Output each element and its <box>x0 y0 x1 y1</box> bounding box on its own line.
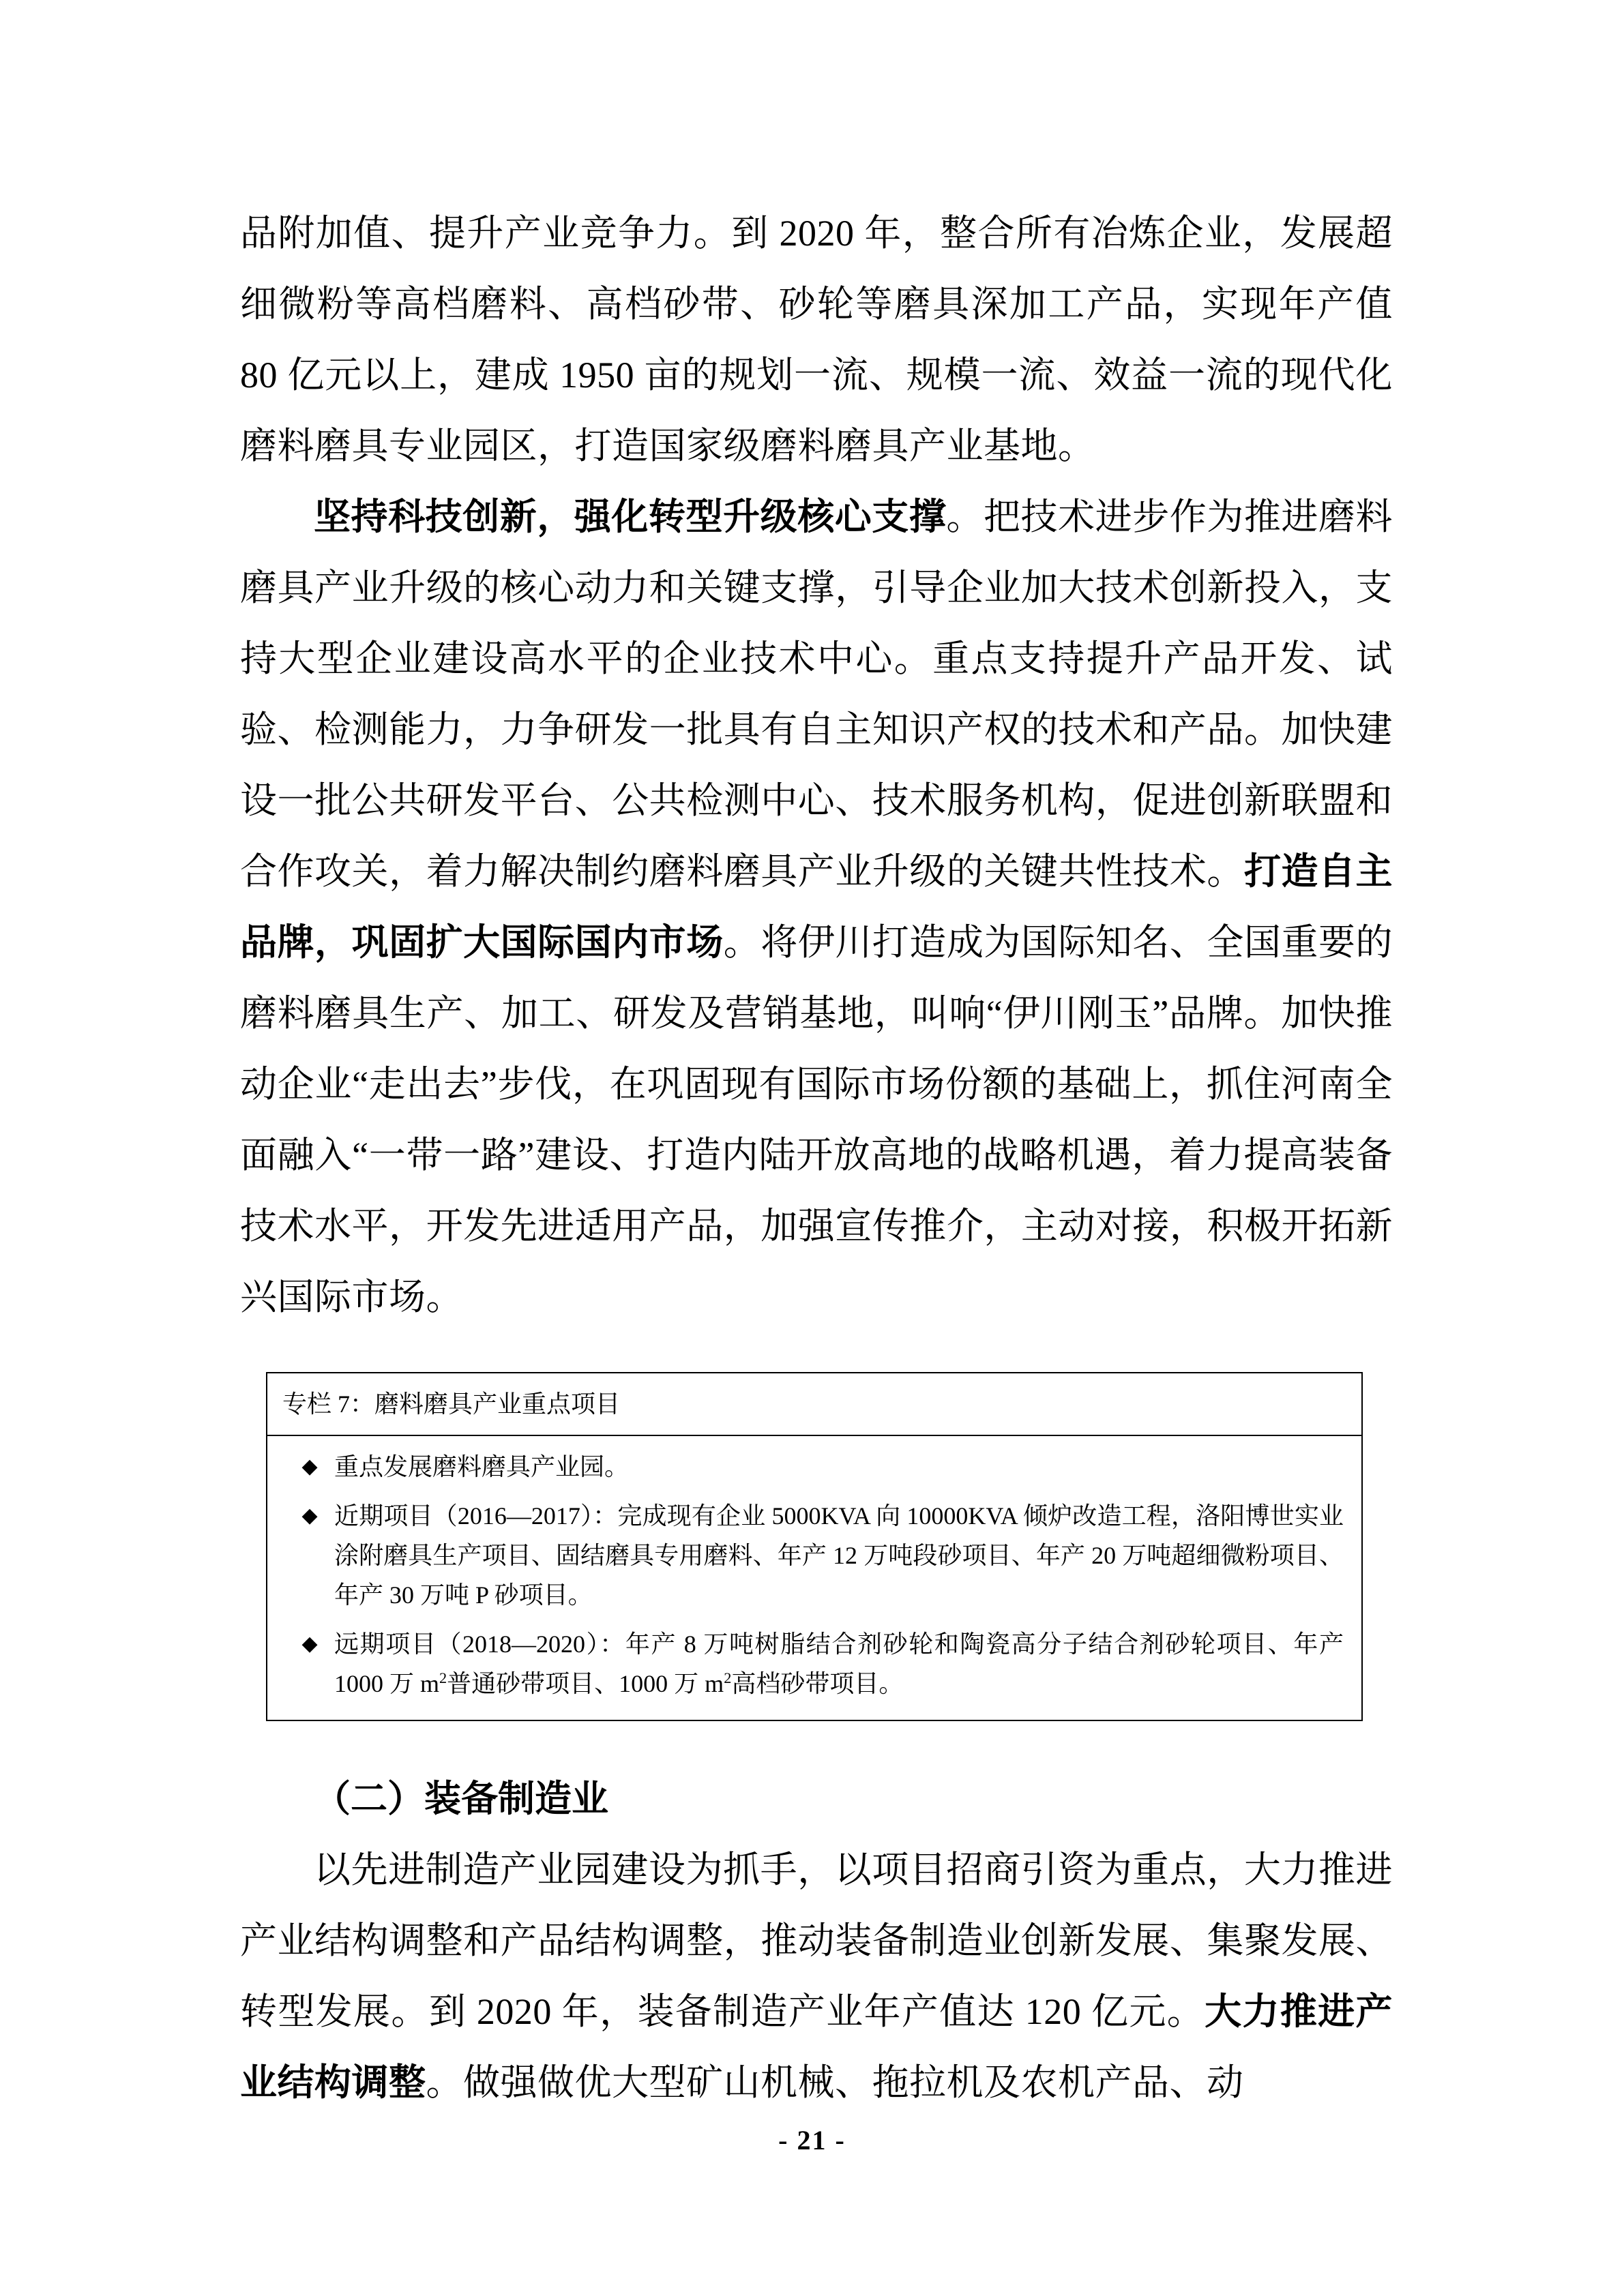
feature-box-item <box>285 1624 1344 1703</box>
text-run: 近期项目（2016—2017）：完成现有企业 5000KVA 向 10000KVA 倾炉改造工程，洛阳博世实业涂附磨具生产项目、固结磨具专用磨料、年产 12 万吨段砂项目、年产 20 万吨超细微粉项目、年产 30 万吨 P 砂项目。 <box>334 1502 1344 1609</box>
text-run: 。做强做优大型矿山机械、拖拉机及农机产品、动 <box>426 2062 1244 2103</box>
diamond-bullet-icon: ◆ <box>301 1632 318 1655</box>
feature-box-item <box>285 1447 1344 1487</box>
text-run: 。将伊川打造成为国际知名、全国重要的磨料磨具生产、加工、研发及营销基地，叫响“伊川刚玉”品牌。加快推动企业“走出去”步伐，在巩固现有国际市场份额的基础上，抓住河南全面融入“一带一路”建设、打造内陆开放高地的战略机遇，着力提高装备技术水平，开发先进适用产品，加强宣传推介，主动对接，积极开拓新兴国际市场。 <box>240 922 1393 1317</box>
feature-box-7 <box>266 1372 1363 1721</box>
text-run: 远期项目（2018—2020）：年产 8 万吨树脂结合剂砂轮和陶瓷高分子结合剂砂轮项目、年产 1000 万 m <box>334 1630 1344 1697</box>
feature-box-title: 专栏 7：磨料磨具产业重点项目 <box>267 1373 1361 1436</box>
text-run: 重点发展磨料磨具产业园。 <box>334 1453 630 1480</box>
text-run: 以先进制造产业园建设为抓手，以项目招商引资为重点，大力推进产业结构调整和产品结构调整，推动装备制造业创新发展、集聚发展、转型发展。到 2020 年，装备制造产业年产值达 120 亿元。 <box>240 1849 1393 2032</box>
feature-box-item-text <box>334 1496 1344 1615</box>
bold-run: 打造自主品牌，巩固扩大国际国内市场 <box>240 851 1393 963</box>
text-run: 。把技术进步作为推进磨料磨具产业升级的核心动力和关键支撑，引导企业加大技术创新投入，支持大型企业建设高水平的企业技术中心。重点支持提升产品开发、试验、检测能力，力争研发一批具有自主知识产权的技术和产品。加快建设一批公共研发平台、公共检测中心、技术服务机构，促进创新联盟和合作攻关，着力解决制约磨料磨具产业升级的关键共性技术。 <box>240 496 1393 892</box>
text-run: 高档砂带项目。 <box>731 1670 904 1697</box>
page-number: - 21 - <box>778 2125 846 2156</box>
paragraph-3 <box>240 1834 1393 2118</box>
bold-run: 大力推进产业结构调整 <box>240 1991 1393 2103</box>
diamond-bullet-icon: ◆ <box>301 1455 318 1478</box>
text-run: 品附加值、提升产业竞争力。到 2020 年，整合所有冶炼企业，发展超细微粉等高档磨料、高档砂带、砂轮等磨具深加工产品，实现年产值 80 亿元以上，建成 1950 亩的规划一流、规模一流、效益一流的现代化磨料磨具专业园区，打造国家级磨料磨具产业基地。 <box>240 213 1393 466</box>
section-heading: （二）装备制造业 <box>314 1778 608 1819</box>
feature-box-item <box>285 1496 1344 1615</box>
feature-box-body <box>267 1436 1361 1720</box>
bold-run: 坚持科技创新，强化转型升级核心支撑 <box>314 496 947 537</box>
page-content <box>240 198 1393 2118</box>
paragraph-1 <box>240 198 1393 481</box>
superscript: 2 <box>439 1669 447 1686</box>
diamond-bullet-icon: ◆ <box>301 1504 318 1527</box>
feature-box-item-text <box>334 1447 1344 1487</box>
feature-box-item-text <box>334 1624 1344 1703</box>
superscript: 2 <box>724 1669 732 1686</box>
paragraph-2 <box>240 481 1393 1332</box>
text-run: 普通砂带项目、1000 万 m <box>447 1670 724 1697</box>
